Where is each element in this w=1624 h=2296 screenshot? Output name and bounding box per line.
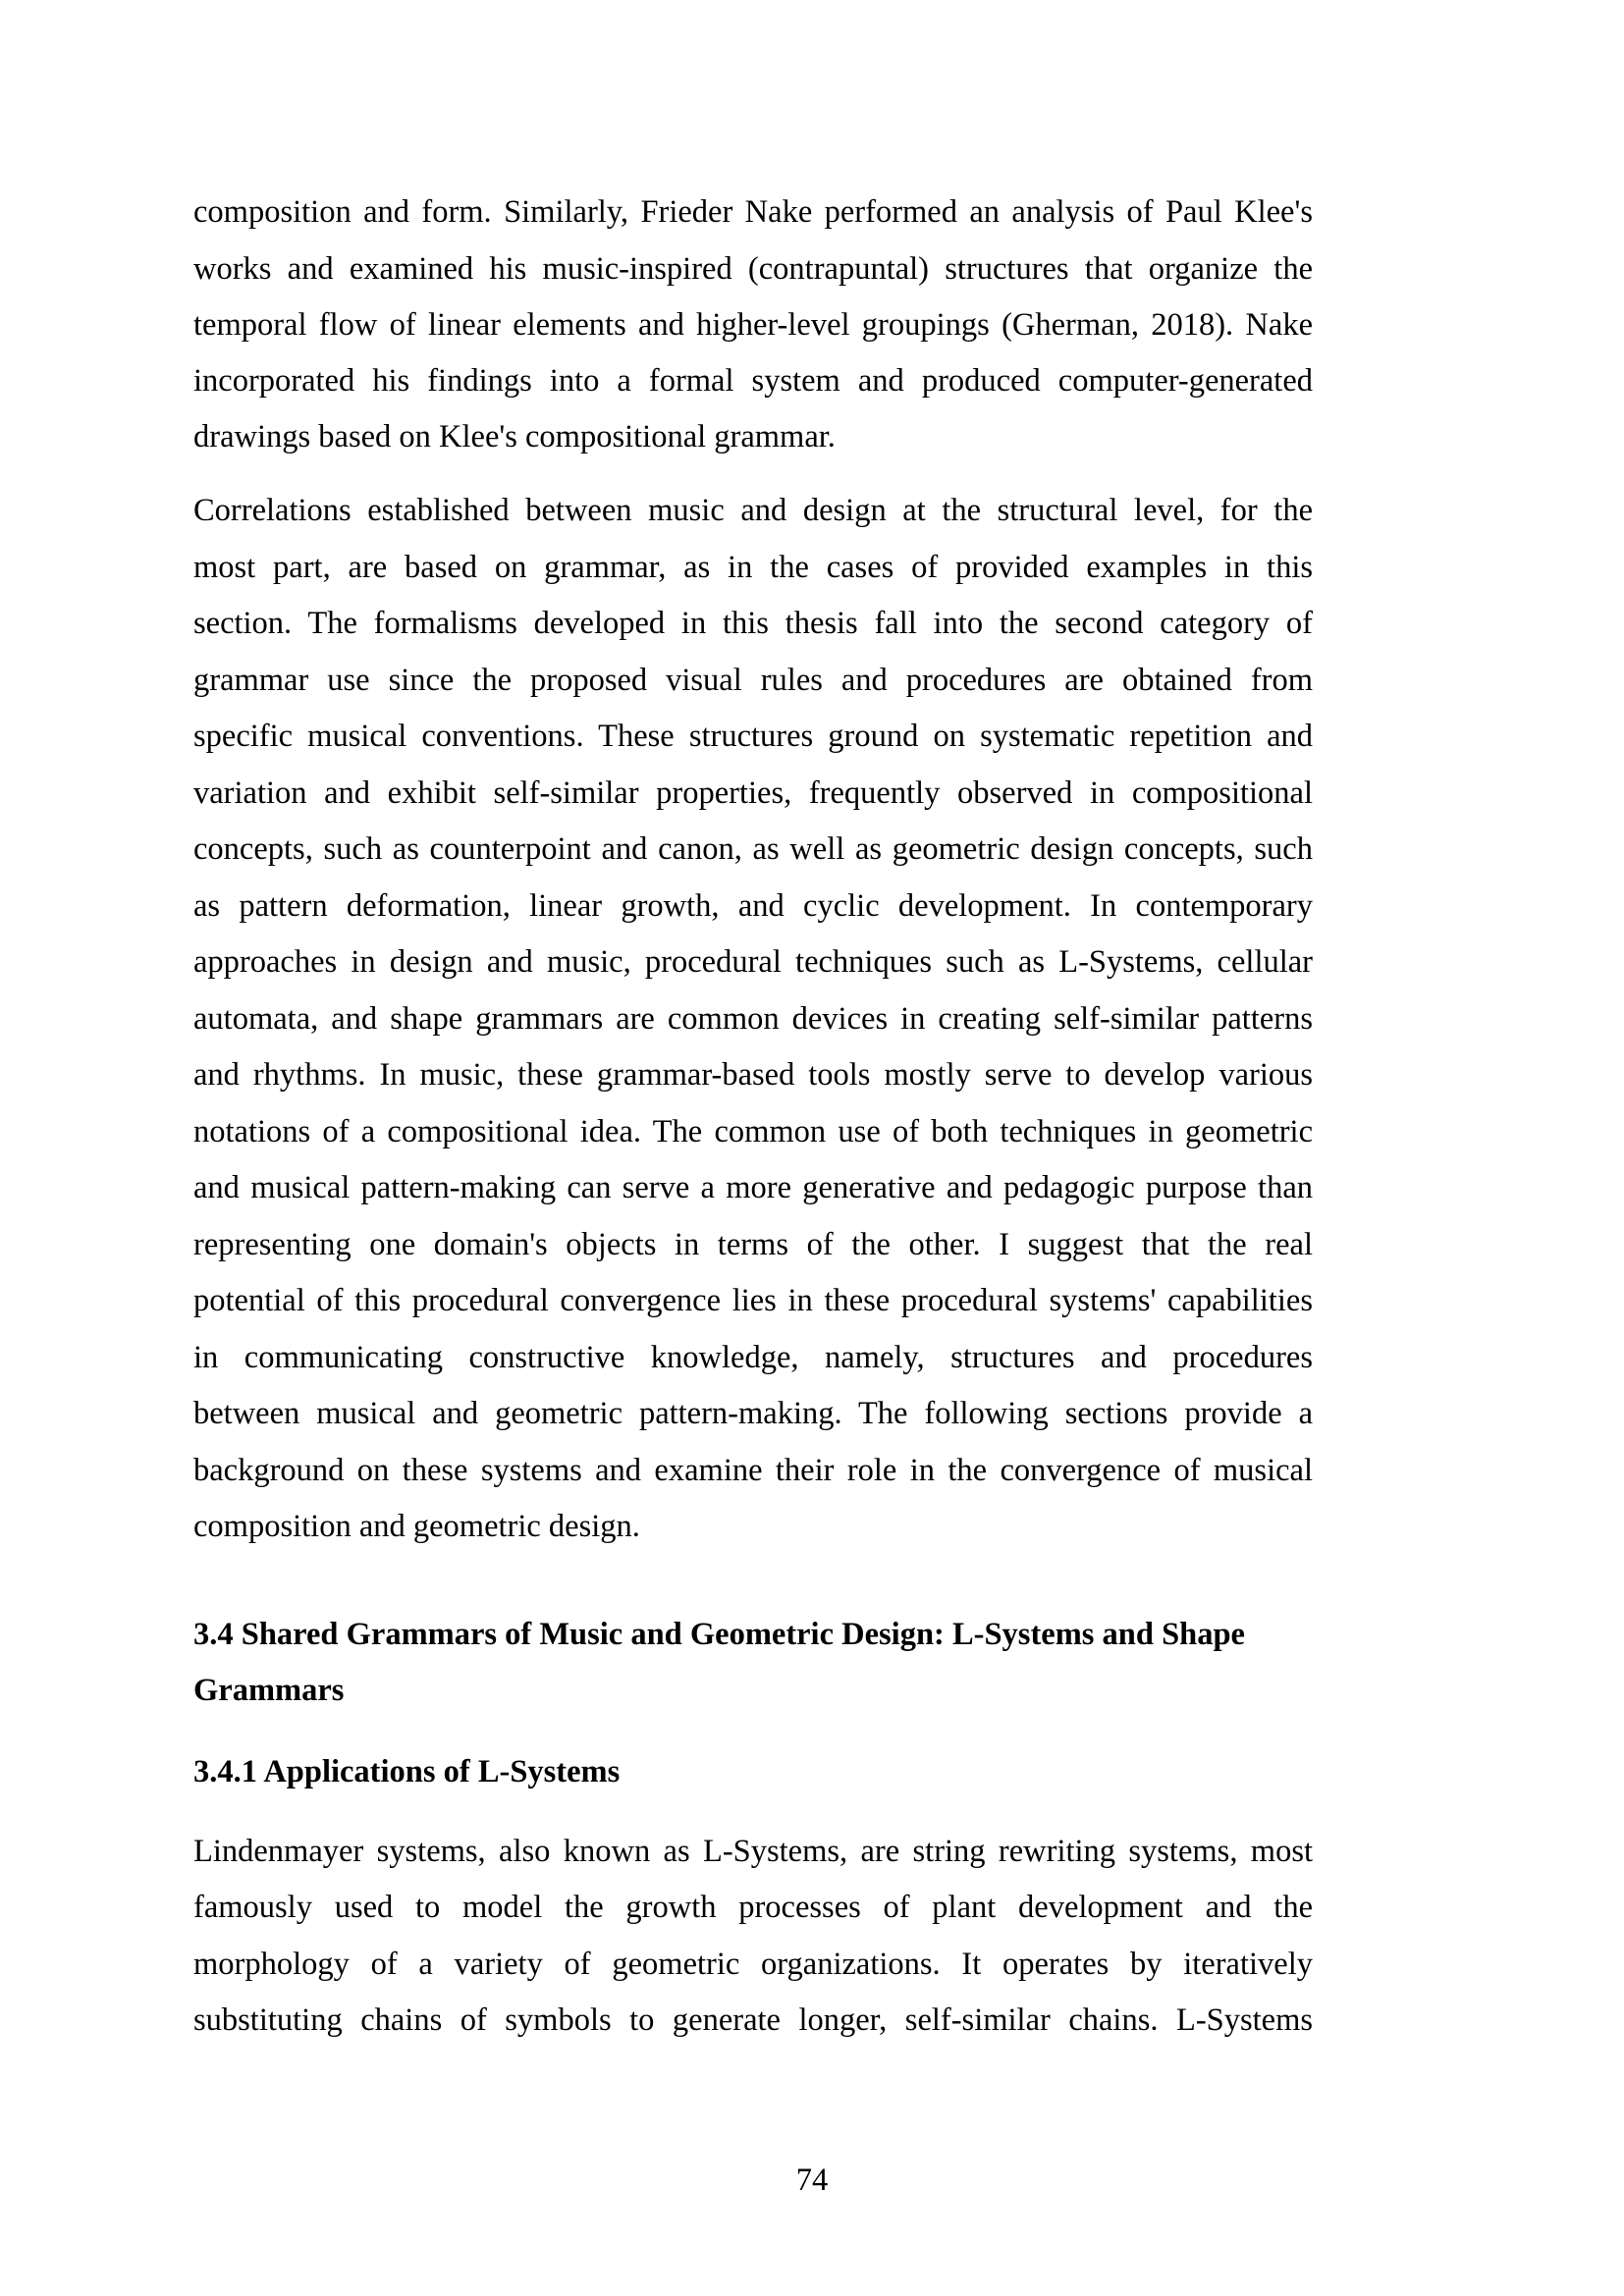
paragraph-line: Correlations established between music and design at the structural level, for the [193,493,1313,528]
paragraph-line: between musical and geometric pattern-making. The following sections provide a [193,1396,1313,1431]
paragraph-line: famously used to model the growth processes of plant development and the [193,1890,1313,1925]
paragraph-line: and musical pattern-making can serve a more generative and pedagogic purpose than [193,1170,1313,1205]
paragraph-line: morphology of a variety of geometric organizations. It operates by iteratively [193,1947,1313,1982]
paragraph-line: as pattern deformation, linear growth, and cyclic development. In contemporary [193,888,1313,924]
paragraph-line: specific musical conventions. These structures ground on systematic repetition and [193,719,1313,754]
paragraph-line: approaches in design and music, procedural techniques such as L-Systems, cellular [193,944,1313,980]
paragraph-line: most part, are based on grammar, as in the cases of provided examples in this [193,550,1313,585]
section-heading-line: Grammars [193,1673,345,1708]
paragraph-line: automata, and shape grammars are common devices in creating self-similar patterns [193,1001,1313,1037]
paragraph-line: composition and form. Similarly, Frieder Nake performed an analysis of Paul Klee's [193,194,1313,230]
paragraph-line: background on these systems and examine their role in the convergence of musical [193,1453,1313,1488]
paragraph-line: incorporated his findings into a formal system and produced computer-generated [193,363,1313,399]
page-number: 74 [795,2163,829,2198]
paragraph-line: and rhythms. In music, these grammar-based tools mostly serve to develop various [193,1057,1313,1093]
subsection-heading: 3.4.1 Applications of L-Systems [193,1754,621,1789]
paragraph-line: variation and exhibit self-similar properties, frequently observed in compositional [193,775,1313,811]
paragraph-line: in communicating constructive knowledge, namely, structures and procedures [193,1340,1313,1375]
paragraph-line: concepts, such as counterpoint and canon, as well as geometric design concepts, such [193,831,1313,867]
paragraph-line: Lindenmayer systems, also known as L-Systems, are string rewriting systems, most [193,1834,1313,1869]
paragraph-line: representing one domain's objects in terms of the other. I suggest that the real [193,1227,1313,1262]
paragraph-line: works and examined his music-inspired (contrapuntal) structures that organize the [193,251,1313,287]
paragraph-line: composition and geometric design. [193,1509,640,1544]
paragraph-line: potential of this procedural convergence lies in these procedural systems' capabilities [193,1283,1313,1318]
paragraph-line: drawings based on Klee's compositional grammar. [193,419,836,454]
paragraph-line: substituting chains of symbols to generate longer, self-similar chains. L-Systems [193,2002,1313,2038]
paragraph-line: grammar use since the proposed visual rules and procedures are obtained from [193,663,1313,698]
paragraph-line: temporal flow of linear elements and higher-level groupings (Gherman, 2018). Nake [193,307,1313,343]
paragraph-line: notations of a compositional idea. The common use of both techniques in geometric [193,1114,1313,1149]
paragraph-line: section. The formalisms developed in this thesis fall into the second category of [193,606,1313,641]
section-heading-line: 3.4 Shared Grammars of Music and Geometric Design: L-Systems and Shape [193,1617,1245,1652]
